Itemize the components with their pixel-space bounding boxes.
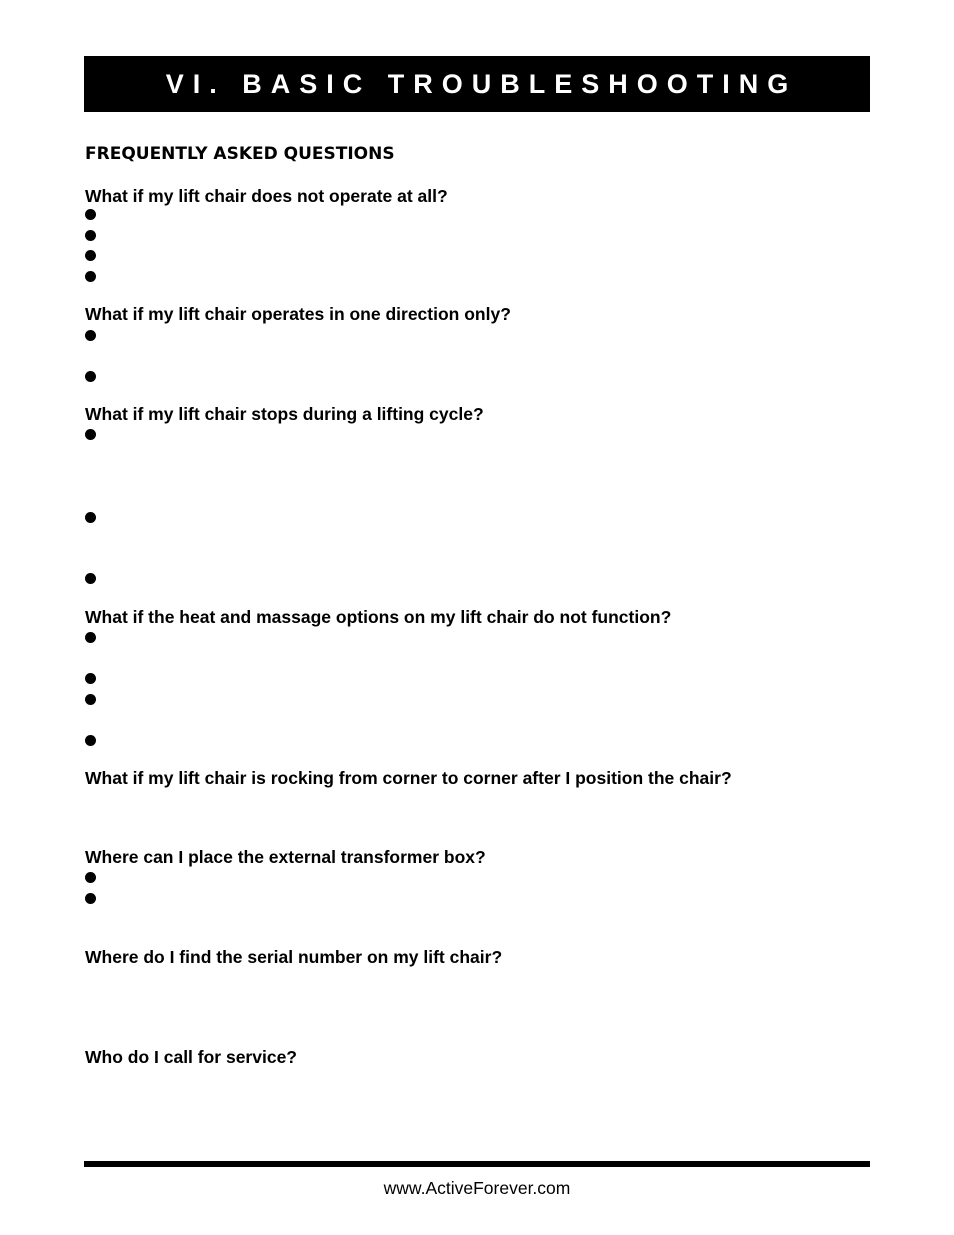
faq-question-rocking: What if my lift chair is rocking from corner to corner after I position the chair? bbox=[85, 768, 732, 788]
bullet-icon bbox=[85, 250, 96, 261]
bullet-icon bbox=[85, 330, 96, 341]
bullet-icon bbox=[85, 271, 96, 282]
bullet-icon bbox=[85, 694, 96, 705]
bullet-icon bbox=[85, 573, 96, 584]
faq-question-service: Who do I call for service? bbox=[85, 1047, 297, 1067]
section-title-banner bbox=[84, 56, 870, 112]
footer-website: www.ActiveForever.com bbox=[383, 1178, 571, 1198]
bullet-icon bbox=[85, 632, 96, 643]
faq-question-stops-lifting: What if my lift chair stops during a lifting cycle? bbox=[85, 404, 484, 424]
bullet-icon bbox=[85, 673, 96, 684]
bullet-icon bbox=[85, 230, 96, 241]
bullet-icon bbox=[85, 209, 96, 220]
bullet-icon bbox=[85, 735, 96, 746]
faq-question-serial-number: Where do I find the serial number on my lift chair? bbox=[85, 947, 503, 967]
bullet-icon bbox=[85, 429, 96, 440]
footer-divider bbox=[84, 1161, 870, 1167]
faq-question-heat-massage: What if the heat and massage options on my lift chair do not function? bbox=[85, 607, 672, 627]
bullet-icon bbox=[85, 872, 96, 883]
page-title: VI. BASIC TROUBLESHOOTING bbox=[165, 68, 798, 99]
faq-heading: FREQUENTLY ASKED QUESTIONS bbox=[85, 144, 395, 164]
faq-question-transformer-box: Where can I place the external transformer box? bbox=[85, 847, 486, 867]
faq-question-not-operate: What if my lift chair does not operate at all? bbox=[85, 186, 448, 206]
bullet-icon bbox=[85, 371, 96, 382]
bullet-icon bbox=[85, 512, 96, 523]
bullet-icon bbox=[85, 893, 96, 904]
faq-question-one-direction: What if my lift chair operates in one direction only? bbox=[85, 304, 511, 324]
